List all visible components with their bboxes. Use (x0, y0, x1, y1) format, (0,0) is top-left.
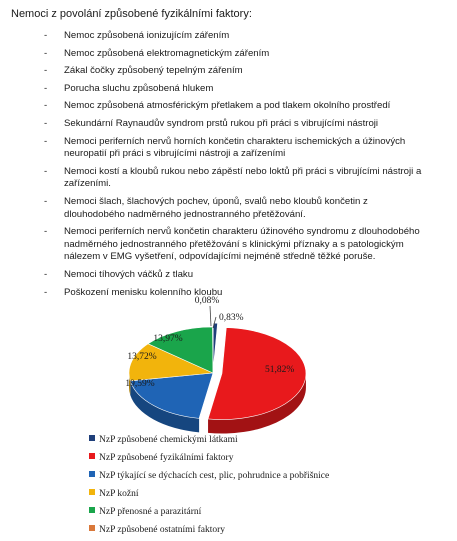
legend-swatch (89, 525, 95, 531)
pie-chart (0, 290, 457, 541)
list-item: - Porucha sluchu způsobená hlukem (44, 82, 214, 94)
legend-label: NzP způsobené chemickými látkami (99, 435, 238, 445)
list-item: - Sekundární Raynaudův syndrom prstů rukou při práci s vibrujícími nástroji (44, 117, 379, 129)
list-item-text: Poškození menisku kolenního kloubu (64, 286, 223, 298)
legend-label: NzP přenosné a parazitární (99, 507, 202, 517)
pie-data-label: 51,82% (265, 365, 295, 375)
list-item-text: Nemoci periferních nervů končetin charakteru úžinového syndromu z dlouhodobého nadměrného jednostranného přetěžování s klinickými příznaky a s patologickým nálezem v EMG vyšetření, odpovídajícími nejméně středně těžké poruše. (64, 226, 420, 263)
list-item: - Poškození menisku kolenního kloubu (44, 286, 223, 298)
list-item-text: Nemoci tíhových váčků z tlaku (64, 268, 194, 280)
list-item-text: Nemoci kostí a kloubů rukou nebo zápěstí nebo loktů při práci s vibrujícími nástroji a zařízeními. (64, 165, 422, 190)
list-item: - Nemoci šlach, šlachových pochev, úponů, svalů nebo kloubů končetin z dlouhodobého nadměrného jednostranného přetěžování. (44, 195, 368, 220)
legend-swatch (89, 453, 95, 459)
pie-chart-svg (0, 290, 457, 541)
list-item-text: Nemoc způsobená atmosférickým přetlakem a pod tlakem okolního prostředí (64, 100, 391, 112)
list-item-text: Nemoc způsobená elektromagnetickým zářením (64, 47, 270, 59)
legend-swatch (89, 489, 95, 495)
list-item: - Nemoc způsobená elektromagnetickým zářením (44, 47, 270, 59)
document-heading: Nemoci z povolání způsobené fyzikálními faktory: (11, 8, 252, 20)
chart-legend (89, 434, 329, 535)
pie-data-label: 0,83% (219, 313, 244, 323)
legend-label: NzP způsobené fyzikálními faktory (99, 453, 234, 463)
list-item: - Nemoci tíhových váčků z tlaku (44, 268, 194, 280)
list-item: - Zákal čočky způsobený tepelným zářením (44, 65, 243, 77)
list-item: - Nemoci periferních nervů horních končetin charakteru ischemických a úžinových neuropatií při práci s vibrujícími nástroji a zařízeními (44, 135, 406, 160)
legend-label: NzP způsobené ostatními faktory (99, 525, 226, 535)
legend-swatch (89, 471, 95, 477)
list-item: - Nemoc způsobená ionizujícím zářením (44, 30, 230, 41)
list-item-text: Nemoci šlach, šlachových pochev, úponů, svalů nebo kloubů končetin z dlouhodobého nadměrného jednostranného přetěžování. (64, 195, 368, 220)
list-item: - Nemoc způsobená atmosférickým přetlakem a pod tlakem okolního prostředí (44, 100, 391, 112)
list-item-text: Zákal čočky způsobený tepelným zářením (64, 65, 243, 77)
pie-slice (213, 323, 217, 369)
legend-label: NzP kožní (99, 489, 139, 499)
list-item: - Nemoci periferních nervů končetin charakteru úžinového syndromu z dlouhodobého nadměrného jednostranného přetěžování s klinickými příznaky a s patologickým nálezem v EMG vyšetření, odpovídajícími nejméně středně těžké poruše. (44, 226, 420, 263)
pie-data-label: 13,72% (127, 352, 157, 362)
list-item-text: Porucha sluchu způsobená hlukem (64, 82, 214, 94)
list-item: - Nemoci kostí a kloubů rukou nebo zápěstí nebo loktů při práci s vibrujícími nástroji a zařízeními. (44, 165, 422, 190)
list-item-text: Nemoci periferních nervů horních končetin charakteru ischemických a úžinových neuropatií při práci s vibrujícími nástroji a zařízeními (64, 135, 406, 160)
leader-line (210, 306, 211, 326)
legend-swatch (89, 435, 95, 441)
legend-label: NzP týkající se dýchacích cest, plic, pohrudnice a pobřišnice (99, 471, 330, 481)
pie-data-label: 0,08% (194, 296, 220, 306)
list-item-text: Nemoc způsobená ionizujícím zářením (64, 30, 230, 41)
pie-data-label: 19,59% (125, 379, 155, 389)
disease-list (0, 30, 457, 304)
legend-swatch (89, 507, 95, 513)
pie-data-label: 13,97% (153, 334, 183, 344)
list-item-text: Sekundární Raynaudův syndrom prstů rukou při práci s vibrujícími nástroji (64, 117, 379, 129)
